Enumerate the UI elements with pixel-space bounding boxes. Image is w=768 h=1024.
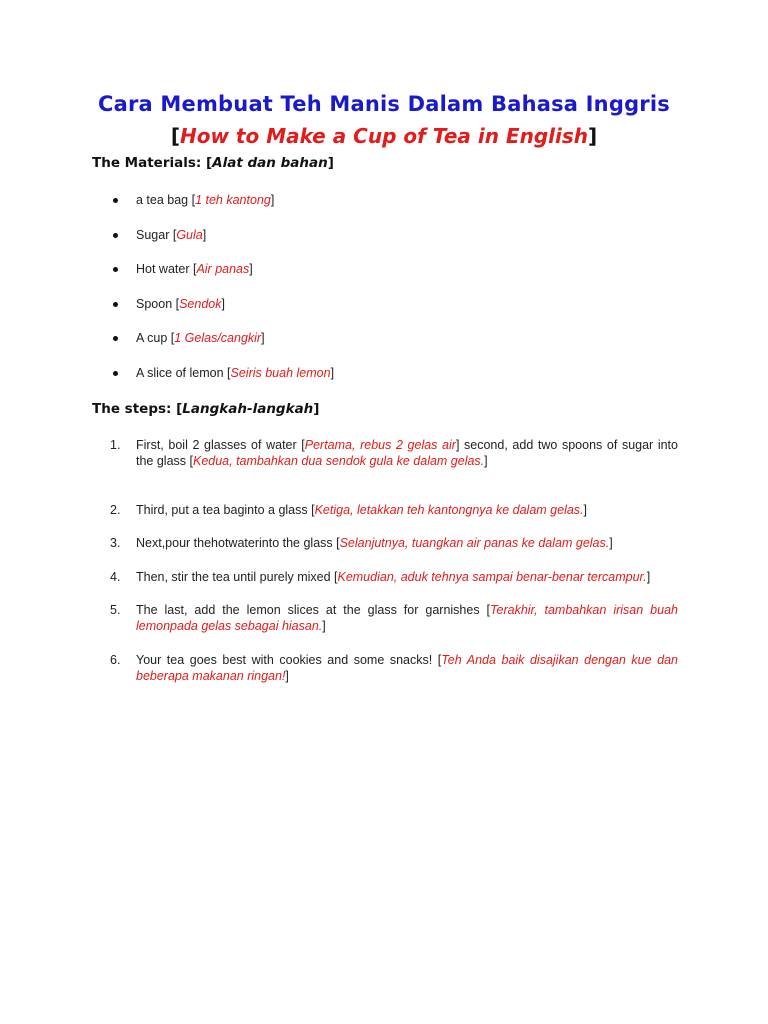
subtitle-close-bracket: ]: [587, 124, 598, 148]
bullet-dot: [113, 371, 118, 376]
step-text: [136, 502, 678, 518]
materials-heading: [92, 155, 334, 171]
step-item: [110, 569, 678, 585]
step-text: [136, 569, 678, 585]
step-item: [110, 652, 678, 684]
step-english: ]: [646, 570, 651, 584]
material-close-bracket: ]: [261, 331, 265, 345]
step-number: 4.: [110, 570, 121, 584]
material-english: A slice of lemon [: [136, 365, 231, 380]
steps-heading-en: The steps: [: [92, 401, 183, 417]
material-indonesian: 1 teh kantong: [195, 193, 271, 207]
material-close-bracket: ]: [221, 296, 225, 311]
material-indonesian: Seiris buah lemon: [230, 365, 331, 380]
subtitle-open-bracket: [: [170, 124, 181, 148]
step-number: 2.: [110, 503, 121, 517]
bullet-dot: [113, 198, 118, 203]
step-indonesian: Selanjutnya, tuangkan air panas ke dalam gelas.: [339, 536, 610, 550]
material-item: [112, 192, 334, 227]
material-close-bracket: ]: [249, 262, 253, 276]
materials-heading-en: The Materials: [: [92, 155, 213, 171]
step-number: 1.: [110, 438, 121, 452]
step-text: [136, 652, 678, 684]
step-english: ]: [609, 536, 613, 550]
step-text: [136, 437, 678, 469]
materials-heading-id: Alat dan bahan: [212, 155, 328, 171]
material-indonesian: Air panas: [196, 262, 250, 276]
bullet-dot: [113, 302, 118, 307]
steps-heading-id: Langkah-langkah: [182, 401, 314, 417]
step-english: Next,pour thehotwaterinto the glass [: [136, 536, 340, 550]
step-english: ] second, add two spoons of sugar into the glass [: [136, 438, 678, 468]
material-item: [112, 227, 334, 262]
steps-heading-close: ]: [313, 401, 320, 417]
page-subtitle: [0, 124, 768, 148]
step-indonesian: Teh Anda baik disajikan dengan kue dan beberapa makanan ringan!: [136, 653, 678, 683]
material-close-bracket: ]: [330, 365, 335, 380]
bullet-dot: [113, 267, 118, 272]
step-text: [136, 602, 678, 634]
material-item: [112, 261, 334, 296]
page-title: Cara Membuat Teh Manis Dalam Bahasa Inggris: [98, 92, 670, 116]
step-indonesian: Terakhir, tambahkan irisan buah lemonpada gelas sebagai hiasan.: [136, 603, 678, 633]
materials-list: [112, 192, 334, 399]
step-english: ]: [322, 619, 326, 633]
steps-heading: [92, 401, 319, 417]
materials-heading-close: ]: [327, 155, 334, 171]
material-english: Hot water [: [136, 262, 197, 276]
step-indonesian: Kedua, tambahkan dua sendok gula ke dalam gelas.: [192, 454, 485, 468]
material-indonesian: 1 Gelas/cangkir: [174, 331, 262, 345]
material-item: [112, 330, 334, 365]
step-english: Your tea goes best with cookies and some snacks! [: [136, 653, 442, 667]
material-close-bracket: ]: [202, 227, 207, 242]
material-item: [112, 365, 334, 400]
step-number: 3.: [110, 536, 121, 550]
step-english: ]: [583, 503, 588, 517]
step-english: First, boil 2 glasses of water [: [136, 438, 305, 452]
step-indonesian: Kemudian, aduk tehnya sampai benar-benar tercampur.: [337, 570, 647, 584]
material-close-bracket: ]: [270, 193, 275, 207]
step-english: The last, add the lemon slices at the glass for garnishes [: [136, 603, 491, 617]
material-english: A cup [: [136, 331, 175, 345]
subtitle-english: How to Make a Cup of Tea in English: [180, 124, 588, 148]
step-indonesian: Ketiga, letakkan teh kantongnya ke dalam gelas.: [314, 503, 584, 517]
step-item: [110, 535, 678, 551]
material-indonesian: Gula: [176, 227, 203, 242]
bullet-dot: [113, 336, 118, 341]
step-english: Third, put a tea baginto a glass [: [136, 503, 315, 517]
step-item: [110, 602, 678, 634]
step-number: 5.: [110, 603, 121, 617]
material-indonesian: Sendok: [179, 296, 222, 311]
material-english: Spoon [: [136, 296, 180, 311]
step-english: ]: [484, 454, 488, 468]
material-english: Sugar [: [136, 227, 177, 242]
step-english: Then, stir the tea until purely mixed [: [136, 570, 338, 584]
material-item: [112, 296, 334, 331]
step-item: [110, 502, 678, 518]
step-indonesian: Pertama, rebus 2 gelas air: [304, 438, 456, 452]
step-text: [136, 535, 678, 551]
bullet-dot: [113, 233, 118, 238]
step-english: ]: [285, 669, 289, 683]
step-number: 6.: [110, 653, 121, 667]
step-item: [110, 437, 678, 469]
material-english: a tea bag [: [136, 193, 196, 207]
